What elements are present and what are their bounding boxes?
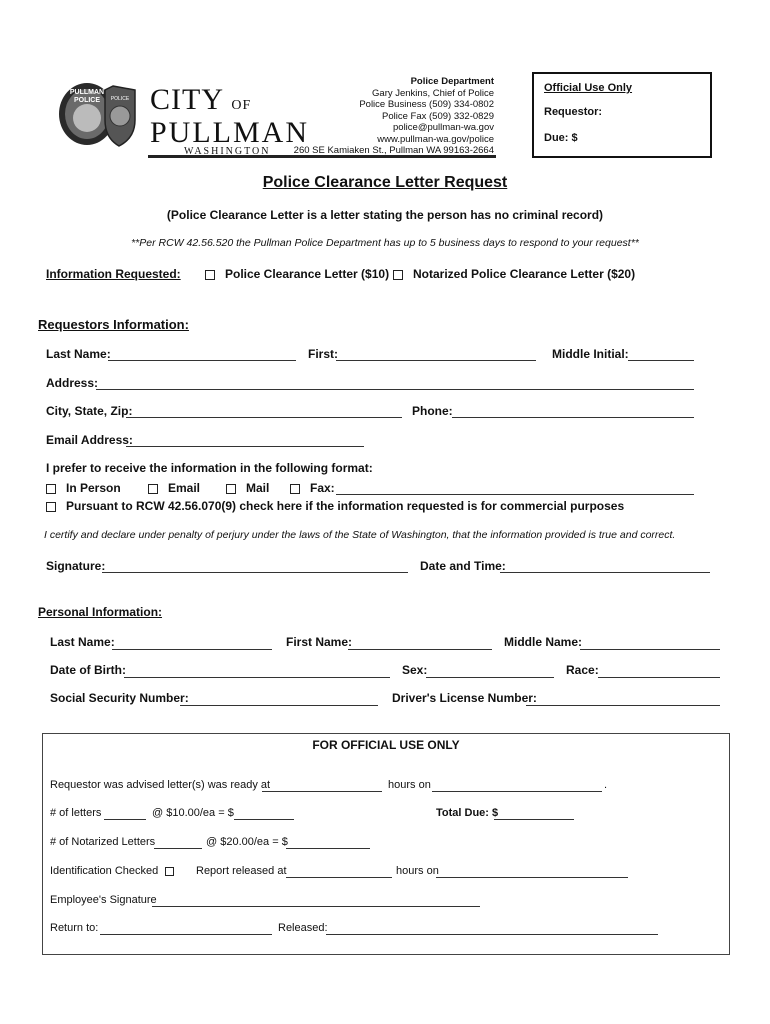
badge-text: POLICE bbox=[110, 96, 130, 102]
of-word: OF bbox=[231, 98, 252, 113]
requestor-first-label: First: bbox=[308, 347, 338, 361]
num-notarized-field[interactable] bbox=[154, 848, 202, 849]
requestor-last-name-field[interactable] bbox=[108, 360, 296, 361]
department-website: www.pullman-wa.gov/police bbox=[377, 133, 494, 145]
ssn-field[interactable] bbox=[180, 705, 378, 706]
format-email[interactable] bbox=[148, 481, 200, 495]
fax-number: Police Fax (509) 332-0829 bbox=[382, 110, 494, 122]
employee-signature-label: Employee's Signature bbox=[50, 894, 157, 906]
id-checked-label: Identification Checked bbox=[50, 865, 159, 877]
sex-field[interactable] bbox=[426, 677, 554, 678]
commercial-checkbox[interactable] bbox=[46, 502, 56, 512]
commercial-label: Pursuant to RCW 42.56.070(9) check here if the information requested is for commercial purposes bbox=[66, 499, 625, 513]
department-name: Police Department bbox=[410, 76, 494, 87]
dob-label: Date of Birth: bbox=[50, 663, 126, 677]
requestor-middle-initial-field[interactable] bbox=[628, 360, 694, 361]
department-email: police@pullman-wa.gov bbox=[393, 122, 494, 133]
official-use-box bbox=[532, 72, 712, 158]
email-checkbox[interactable] bbox=[148, 484, 158, 494]
city-word: CITY bbox=[150, 83, 223, 116]
notarized-amount-field[interactable] bbox=[286, 848, 370, 849]
ssn-label: Social Security Number: bbox=[50, 691, 189, 705]
num-notarized-label: # of Notarized Letters bbox=[50, 836, 156, 848]
certification-statement: I certify and declare under penalty of perjury under the laws of the State of Washington, that the information provided is true and correct. bbox=[44, 529, 676, 541]
requestor-city-state-zip-label: City, State, Zip: bbox=[46, 404, 133, 418]
department-address: 260 SE Kamiaken St., Pullman WA 99163-2664 bbox=[293, 145, 494, 156]
in-person-label: In Person bbox=[66, 481, 121, 495]
id-checked-option[interactable] bbox=[50, 865, 184, 877]
rcw-note: **Per RCW 42.56.520 the Pullman Police Department has up to 5 business days to respond to your request** bbox=[131, 237, 639, 249]
num-letters-field[interactable] bbox=[104, 819, 146, 820]
requestor-email-label: Email Address: bbox=[46, 433, 133, 447]
id-checked-checkbox[interactable] bbox=[165, 867, 174, 876]
business-phone: Police Business (509) 334-0802 bbox=[359, 99, 494, 110]
report-date-field[interactable] bbox=[436, 877, 628, 878]
police-seal-logo bbox=[57, 80, 137, 148]
option-notarized-letter[interactable] bbox=[393, 267, 635, 281]
date-time-label: Date and Time: bbox=[420, 559, 506, 573]
fax-number-field[interactable] bbox=[336, 494, 694, 495]
report-released-time-field[interactable] bbox=[286, 877, 392, 878]
seal-top-text: PULLMAN bbox=[69, 89, 105, 96]
format-prompt: I prefer to receive the information in the following format: bbox=[46, 461, 373, 475]
notarized-letter-checkbox[interactable] bbox=[393, 270, 403, 280]
fax-checkbox[interactable] bbox=[290, 484, 300, 494]
notarized-letter-label: Notarized Police Clearance Letter ($20) bbox=[413, 267, 636, 281]
personal-last-name-field[interactable] bbox=[112, 649, 272, 650]
letters-amount-field[interactable] bbox=[234, 819, 294, 820]
requestor-phone-label: Phone: bbox=[412, 404, 453, 418]
format-in-person[interactable] bbox=[46, 481, 121, 495]
requestor-phone-field[interactable] bbox=[452, 417, 694, 418]
advised-hours-on-label: hours on bbox=[388, 779, 431, 791]
total-due-label: Total Due: $ bbox=[436, 807, 499, 819]
personal-first-name-field[interactable] bbox=[348, 649, 492, 650]
notarized-rate-label: @ $20.00/ea = $ bbox=[206, 836, 288, 848]
total-due-field[interactable] bbox=[494, 819, 574, 820]
requestor-heading: Requestors Information: bbox=[38, 317, 189, 332]
clearance-letter-label: Police Clearance Letter ($10) bbox=[225, 267, 390, 281]
dob-field[interactable] bbox=[124, 677, 390, 678]
num-letters-label: # of letters bbox=[50, 807, 102, 819]
drivers-license-label: Driver's License Number: bbox=[392, 691, 537, 705]
option-clearance-letter[interactable] bbox=[205, 267, 389, 281]
released-field[interactable] bbox=[326, 934, 658, 935]
requestor-address-field[interactable] bbox=[96, 389, 694, 390]
drivers-license-field[interactable] bbox=[526, 705, 720, 706]
report-released-label: Report released at bbox=[196, 865, 287, 877]
return-to-label: Return to: bbox=[50, 922, 99, 934]
fax-label: Fax: bbox=[310, 481, 335, 495]
released-label: Released: bbox=[278, 922, 328, 934]
in-person-checkbox[interactable] bbox=[46, 484, 56, 494]
department-contact-block bbox=[294, 76, 494, 157]
signature-field[interactable] bbox=[102, 572, 408, 573]
personal-first-name-label: First Name: bbox=[286, 635, 353, 649]
signature-label: Signature: bbox=[46, 559, 106, 573]
employee-signature-field[interactable] bbox=[152, 906, 480, 907]
advised-period: . bbox=[604, 779, 608, 791]
clearance-letter-checkbox[interactable] bbox=[205, 270, 215, 280]
requestor-city-state-zip-field[interactable] bbox=[126, 417, 402, 418]
state-name: WASHINGTON bbox=[184, 146, 271, 157]
mail-label: Mail bbox=[246, 481, 270, 495]
requestor-address-label: Address: bbox=[46, 376, 99, 390]
personal-middle-name-field[interactable] bbox=[580, 649, 720, 650]
race-label: Race: bbox=[566, 663, 599, 677]
mail-checkbox[interactable] bbox=[226, 484, 236, 494]
personal-heading: Personal Information: bbox=[38, 605, 163, 619]
official-requestor-field[interactable]: Requestor: bbox=[544, 106, 603, 118]
requestor-first-field[interactable] bbox=[336, 360, 536, 361]
report-hours-on-label: hours on bbox=[396, 865, 439, 877]
official-due-field[interactable]: Due: $ bbox=[544, 132, 578, 144]
race-field[interactable] bbox=[598, 677, 720, 678]
format-mail[interactable] bbox=[226, 481, 269, 495]
requestor-middle-initial-label: Middle Initial: bbox=[552, 347, 629, 361]
email-option-label: Email bbox=[168, 481, 201, 495]
personal-last-name-label: Last Name: bbox=[50, 635, 115, 649]
advised-ready-label: Requestor was advised letter(s) was ready at bbox=[50, 779, 271, 791]
date-time-field[interactable] bbox=[500, 572, 710, 573]
letters-rate-label: @ $10.00/ea = $ bbox=[152, 807, 234, 819]
city-of-pullman-logo bbox=[150, 83, 310, 157]
header-rule bbox=[148, 155, 496, 158]
requestor-email-field[interactable] bbox=[126, 446, 364, 447]
personal-middle-name-label: Middle Name: bbox=[504, 635, 583, 649]
info-requested-label: Information Requested: bbox=[46, 267, 181, 281]
page-title: Police Clearance Letter Request bbox=[262, 174, 508, 191]
advised-ready-time-field[interactable] bbox=[262, 791, 382, 792]
sex-label: Sex: bbox=[402, 663, 428, 677]
chief-name: Gary Jenkins, Chief of Police bbox=[372, 87, 494, 99]
advised-date-field[interactable] bbox=[432, 791, 602, 792]
official-use-heading: Official Use Only bbox=[544, 82, 633, 94]
page-subtitle: (Police Clearance Letter is a letter stating the person has no criminal record) bbox=[166, 208, 604, 222]
return-to-field[interactable] bbox=[100, 934, 272, 935]
city-name: PULLMAN bbox=[150, 116, 310, 149]
seal-mid-text: POLICE bbox=[73, 97, 101, 104]
official-use-section-heading: FOR OFFICIAL USE ONLY bbox=[312, 738, 460, 752]
format-fax[interactable] bbox=[290, 481, 335, 495]
commercial-purpose-option[interactable] bbox=[46, 499, 624, 513]
requestor-last-name-label: Last Name: bbox=[46, 347, 111, 361]
